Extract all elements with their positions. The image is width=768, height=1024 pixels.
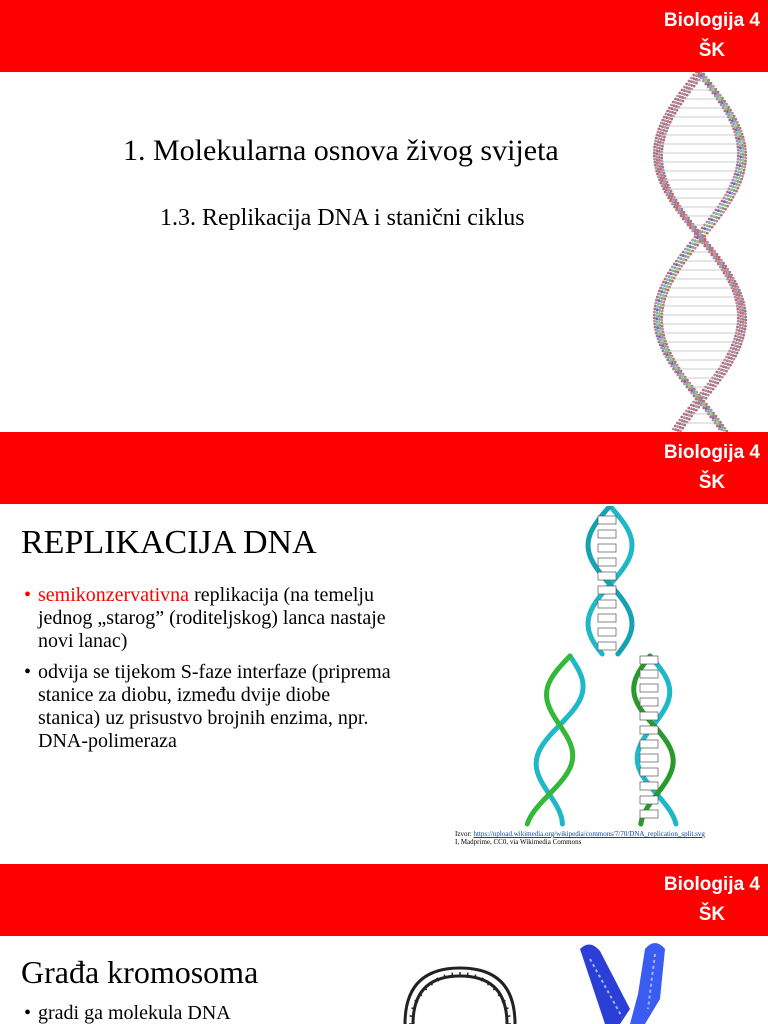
brand-label xyxy=(664,438,760,498)
dna-ring-image xyxy=(385,960,535,1024)
source-prefix: Izvor: xyxy=(455,830,474,838)
chromosome-image xyxy=(560,939,710,1024)
bullet-item: • gradi ga molekula DNA xyxy=(24,1002,364,1024)
slide-chromosome xyxy=(0,864,768,1024)
bullet-text: replikacija (na temelju jednog „starog” (roditeljskog) lanca nastaje novi lanac) xyxy=(38,584,386,652)
slide-title xyxy=(0,0,768,432)
brand-line1: Biologija 4 xyxy=(663,442,760,463)
brand-line2: ŠK xyxy=(698,40,726,61)
source-credit: I, Madprime, CC0, via Wikimedia Commons xyxy=(455,838,582,846)
bullet-list xyxy=(24,1002,364,1024)
dna-replication-image xyxy=(500,506,690,836)
brand-label xyxy=(664,6,760,66)
slide-subtitle: 1.3. Replikacija DNA i stanični ciklus xyxy=(160,205,525,231)
header-bar xyxy=(0,864,768,936)
header-bar xyxy=(0,432,768,504)
brand-line2: ŠK xyxy=(698,904,726,925)
slide-heading: REPLIKACIJA DNA xyxy=(21,524,317,561)
slide-heading: Građa kromosoma xyxy=(21,954,259,990)
dna-helix-image xyxy=(632,72,768,432)
bullet-item: • odvija se tijekom S-faze interfaze (priprema stanice za diobu, između dvije diobe stanica) uz prisustvo brojnih enzima, npr. DNA-polimeraza xyxy=(24,661,394,753)
brand-line1: Biologija 4 xyxy=(663,10,760,31)
header-bar xyxy=(0,0,768,72)
bullet-item xyxy=(24,584,394,653)
bullet-list xyxy=(24,584,394,761)
highlight-term: semikonzervativna xyxy=(38,584,190,606)
brand-line1: Biologija 4 xyxy=(663,874,760,895)
slide-title-heading: 1. Molekularna osnova živog svijeta xyxy=(123,134,559,167)
brand-line2: ŠK xyxy=(698,472,726,493)
source-link[interactable]: https://upload.wikimedia.org/wikipedia/commons/7/70/DNA_replication_split.svg xyxy=(473,830,705,838)
brand-label xyxy=(664,870,760,930)
slide-replication xyxy=(0,432,768,864)
image-source xyxy=(455,830,705,846)
